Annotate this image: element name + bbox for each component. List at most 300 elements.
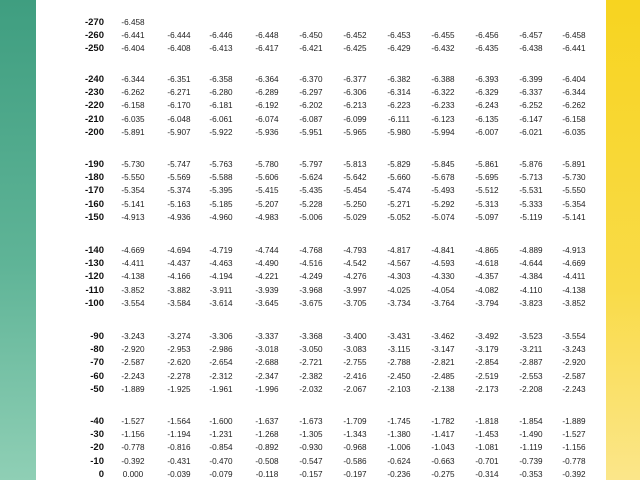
table-cell: -6.429 xyxy=(387,44,411,54)
table-cell: -4.793 xyxy=(343,246,367,255)
table-cell: -0.392 xyxy=(121,456,145,466)
table-cell: -5.891 xyxy=(121,127,145,137)
table-cell: -0.470 xyxy=(209,456,233,466)
table-cell: -2.312 xyxy=(209,371,233,381)
table-cell: -2.688 xyxy=(255,358,279,368)
table-cell: -6.432 xyxy=(431,44,455,54)
table-cell: -5.354 xyxy=(121,186,145,196)
table-cell: -3.997 xyxy=(343,285,367,295)
table-cell: -1.343 xyxy=(343,430,367,440)
table-cell: -5.730 xyxy=(562,173,586,183)
table-cell: -3.614 xyxy=(209,298,233,308)
table-cell: -6.364 xyxy=(255,75,279,84)
table-cell: -4.669 xyxy=(562,259,586,269)
table-row xyxy=(36,258,606,270)
table-cell: -3.306 xyxy=(209,332,233,341)
right-yellow-band xyxy=(606,0,640,480)
table-cell: -3.462 xyxy=(431,332,455,341)
table-cell: -4.618 xyxy=(475,259,499,269)
table-cell: -4.694 xyxy=(167,246,191,255)
table-cell: -1.527 xyxy=(121,417,145,426)
table-cell: -4.913 xyxy=(121,212,145,222)
row-temperature-label: -160 xyxy=(84,198,104,210)
table-cell: -2.587 xyxy=(121,358,145,368)
table-cell: -4.384 xyxy=(519,272,543,282)
table-cell: -5.569 xyxy=(167,173,191,183)
table-cell: -6.457 xyxy=(519,31,543,41)
table-row xyxy=(36,100,606,112)
table-cell: -4.411 xyxy=(562,272,586,282)
table-row xyxy=(36,185,606,197)
row-temperature-label: -130 xyxy=(84,258,104,270)
row-temperature-label: -140 xyxy=(84,245,104,256)
table-cell: -6.147 xyxy=(519,114,543,124)
table-cell: -4.138 xyxy=(562,285,586,295)
table-cell: -6.061 xyxy=(209,114,233,124)
table-cell: -5.493 xyxy=(431,186,455,196)
row-temperature-label: -170 xyxy=(84,185,104,197)
table-row xyxy=(36,469,606,480)
table-cell: -0.275 xyxy=(431,469,455,479)
table-cell: -2.953 xyxy=(167,345,191,355)
table-cell: -4.644 xyxy=(519,259,543,269)
table-cell: -5.435 xyxy=(299,186,323,196)
table-cell: -0.586 xyxy=(343,456,367,466)
table-cell: -5.980 xyxy=(387,127,411,137)
table-cell: -6.455 xyxy=(431,31,455,41)
table-cell: -2.620 xyxy=(167,358,191,368)
table-cell: -5.550 xyxy=(121,173,145,183)
table-cell: -6.458 xyxy=(562,31,586,41)
row-temperature-label: -180 xyxy=(84,172,104,184)
table-cell: -6.243 xyxy=(475,101,499,111)
table-cell: -6.388 xyxy=(431,75,455,84)
table-row xyxy=(36,331,606,343)
table-cell: -3.554 xyxy=(121,298,145,308)
table-cell: -3.734 xyxy=(387,298,411,308)
row-temperature-label: -230 xyxy=(84,87,104,99)
table-cell: -2.347 xyxy=(255,371,279,381)
table-cell: -3.018 xyxy=(255,345,279,355)
table-cell: -4.330 xyxy=(431,272,455,282)
row-temperature-label: -270 xyxy=(84,17,104,28)
row-temperature-label: -30 xyxy=(90,429,104,441)
table-cell: -6.322 xyxy=(431,88,455,98)
table-cell: -4.936 xyxy=(167,212,191,222)
table-cell: -0.701 xyxy=(475,456,499,466)
table-cell: -4.983 xyxy=(255,212,279,222)
table-cell: -6.456 xyxy=(475,31,499,41)
row-temperature-label: -120 xyxy=(84,271,104,283)
row-temperature-label: -240 xyxy=(84,74,104,85)
table-cell: -4.768 xyxy=(299,246,323,255)
table-cell: -1.417 xyxy=(431,430,455,440)
table-cell: -5.228 xyxy=(299,199,323,209)
table-cell: -5.606 xyxy=(255,173,279,183)
table-row xyxy=(36,298,606,310)
table-cell: -0.314 xyxy=(475,469,499,479)
table-cell: -5.141 xyxy=(562,212,586,222)
table-cell: -5.891 xyxy=(562,160,586,169)
table-cell: -4.913 xyxy=(562,246,586,255)
table-cell: -0.197 xyxy=(343,469,367,479)
table-cell: -1.081 xyxy=(475,443,499,453)
table-cell: -1.527 xyxy=(562,430,586,440)
table-cell: -1.453 xyxy=(475,430,499,440)
table-cell: -6.262 xyxy=(562,101,586,111)
table-row xyxy=(36,344,606,356)
table-cell: -1.119 xyxy=(519,443,543,453)
table-cell: -6.452 xyxy=(343,31,367,41)
table-cell: -1.490 xyxy=(519,430,543,440)
table-cell: -0.930 xyxy=(299,443,323,453)
table-cell: -6.111 xyxy=(388,114,410,124)
row-temperature-label: -20 xyxy=(90,442,104,454)
table-cell: -2.920 xyxy=(121,345,145,355)
table-row xyxy=(36,384,606,396)
table-cell: -6.417 xyxy=(255,44,279,54)
table-cell: -6.382 xyxy=(387,75,411,84)
table-cell: -3.911 xyxy=(209,285,233,295)
row-temperature-label: -60 xyxy=(90,370,104,382)
table-row xyxy=(36,43,606,55)
table-cell: -5.797 xyxy=(299,160,323,169)
table-cell: -2.243 xyxy=(562,384,586,394)
table-cell: -6.344 xyxy=(121,75,145,84)
table-cell: -0.624 xyxy=(387,456,411,466)
table-cell: -5.415 xyxy=(255,186,279,196)
row-temperature-label: -100 xyxy=(84,297,104,309)
table-cell: -5.141 xyxy=(121,199,145,209)
table-cell: -3.368 xyxy=(299,332,323,341)
table-cell: -1.745 xyxy=(387,417,411,426)
table-cell: -6.297 xyxy=(299,88,323,98)
table-cell: -6.021 xyxy=(519,127,543,137)
table-cell: -4.303 xyxy=(387,272,411,282)
table-cell: -3.115 xyxy=(387,345,411,355)
table-cell: -6.458 xyxy=(121,18,145,27)
table-cell: -5.642 xyxy=(343,173,367,183)
table-cell: -5.763 xyxy=(209,160,233,169)
table-cell: -2.887 xyxy=(519,358,543,368)
table-cell: -6.035 xyxy=(562,127,586,137)
table-cell: -4.744 xyxy=(255,246,279,255)
table-row xyxy=(36,127,606,139)
table-cell: -5.829 xyxy=(387,160,411,169)
table-cell: -3.554 xyxy=(562,332,586,341)
table-cell: -4.669 xyxy=(121,246,145,255)
table-cell: -5.588 xyxy=(209,173,233,183)
table-cell: -0.236 xyxy=(387,469,411,479)
table-cell: -5.119 xyxy=(519,212,543,222)
table-cell: -3.675 xyxy=(299,298,323,308)
table-cell: -6.351 xyxy=(167,75,191,84)
table-cell: -3.431 xyxy=(387,332,411,341)
table-cell: -4.516 xyxy=(299,259,323,269)
table-cell: -3.852 xyxy=(562,298,586,308)
table-cell: -2.553 xyxy=(519,371,543,381)
thermocouple-table-sheet xyxy=(36,0,606,480)
table-cell: -4.025 xyxy=(387,285,411,295)
table-cell: -1.854 xyxy=(519,417,543,426)
table-cell: -6.306 xyxy=(343,88,367,98)
table-cell: -5.006 xyxy=(299,212,323,222)
table-cell: -3.882 xyxy=(167,285,191,295)
table-row xyxy=(36,87,606,99)
table-cell: -0.968 xyxy=(343,443,367,453)
table-cell: -4.276 xyxy=(343,272,367,282)
table-cell: -5.454 xyxy=(343,186,367,196)
table-cell: -5.861 xyxy=(475,160,499,169)
row-temperature-label: -90 xyxy=(90,331,104,342)
table-cell: -6.192 xyxy=(255,101,279,111)
table-cell: -3.400 xyxy=(343,332,367,341)
table-cell: -6.087 xyxy=(299,114,323,124)
table-cell: -0.392 xyxy=(562,469,586,479)
table-cell: -2.920 xyxy=(562,358,586,368)
table-cell: -5.354 xyxy=(562,199,586,209)
table-cell: -0.816 xyxy=(167,443,191,453)
table-cell: -6.337 xyxy=(519,88,543,98)
table-row xyxy=(36,456,606,468)
table-cell: -3.523 xyxy=(519,332,543,341)
table-cell: -0.663 xyxy=(431,456,455,466)
table-cell: -0.157 xyxy=(299,469,323,479)
table-row xyxy=(36,172,606,184)
table-cell: -4.960 xyxy=(209,212,233,222)
table-cell: -6.438 xyxy=(519,44,543,54)
table-cell: -5.185 xyxy=(209,199,233,209)
row-temperature-label: -80 xyxy=(90,344,104,356)
table-cell: -4.542 xyxy=(343,259,367,269)
table-cell: -6.425 xyxy=(343,44,367,54)
table-cell: -2.032 xyxy=(299,384,323,394)
table-cell: -6.289 xyxy=(255,88,279,98)
table-cell: -5.029 xyxy=(343,212,367,222)
table-cell: -3.584 xyxy=(167,298,191,308)
table-cell: -5.713 xyxy=(519,173,543,183)
table-cell: -6.202 xyxy=(299,101,323,111)
table-row xyxy=(36,159,606,171)
row-temperature-label: -40 xyxy=(90,416,104,427)
table-row xyxy=(36,357,606,369)
table-cell: -6.441 xyxy=(121,31,145,41)
table-cell: -0.118 xyxy=(255,469,279,479)
row-temperature-label: -10 xyxy=(90,455,104,467)
table-cell: -3.083 xyxy=(343,345,367,355)
table-cell: -6.441 xyxy=(562,44,586,54)
table-cell: -4.357 xyxy=(475,272,499,282)
table-cell: -2.138 xyxy=(431,384,455,394)
table-cell: -1.268 xyxy=(255,430,279,440)
table-cell: -6.074 xyxy=(255,114,279,124)
table-cell: -6.370 xyxy=(299,75,323,84)
table-cell: -5.922 xyxy=(209,127,233,137)
table-cell: -3.852 xyxy=(121,285,145,295)
table-cell: -3.050 xyxy=(299,345,323,355)
table-cell: -5.695 xyxy=(475,173,499,183)
table-row xyxy=(36,30,606,42)
table-cell: -4.411 xyxy=(121,259,145,269)
table-cell: -2.103 xyxy=(387,384,411,394)
table-cell: -2.587 xyxy=(562,371,586,381)
table-cell: -5.474 xyxy=(387,186,411,196)
table-cell: -0.079 xyxy=(209,469,233,479)
table-cell: -0.039 xyxy=(167,469,191,479)
table-cell: -5.163 xyxy=(167,199,191,209)
table-row xyxy=(36,114,606,126)
row-temperature-label: -260 xyxy=(84,30,104,42)
table-cell: -2.450 xyxy=(387,371,411,381)
table-cell: -6.035 xyxy=(121,114,145,124)
table-cell: -1.818 xyxy=(475,417,499,426)
table-cell: -1.305 xyxy=(299,430,323,440)
table-cell: -4.719 xyxy=(209,246,233,255)
table-cell: -6.344 xyxy=(562,88,586,98)
table-cell: -6.158 xyxy=(562,114,586,124)
table-cell: -2.067 xyxy=(343,384,367,394)
table-cell: -4.054 xyxy=(431,285,455,295)
table-row xyxy=(36,245,606,257)
table-cell: -6.446 xyxy=(209,31,233,41)
row-temperature-label: -210 xyxy=(84,113,104,125)
table-cell: -5.994 xyxy=(431,127,455,137)
table-cell: -6.435 xyxy=(475,44,499,54)
table-cell: -3.274 xyxy=(167,332,191,341)
table-cell: -6.280 xyxy=(209,88,233,98)
table-cell: -0.353 xyxy=(519,469,543,479)
table-cell: -0.431 xyxy=(167,456,191,466)
table-cell: -6.135 xyxy=(475,114,499,124)
row-temperature-label: -220 xyxy=(84,100,104,112)
table-cell: -5.052 xyxy=(387,212,411,222)
table-cell: -3.794 xyxy=(475,298,499,308)
table-cell: -5.271 xyxy=(387,199,411,209)
table-cell: -3.243 xyxy=(121,332,145,341)
table-cell: -3.492 xyxy=(475,332,499,341)
table-cell: -1.673 xyxy=(299,417,323,426)
table-cell: -5.512 xyxy=(475,186,499,196)
table-cell: -5.747 xyxy=(167,160,191,169)
table-cell: -6.314 xyxy=(387,88,411,98)
table-cell: -1.709 xyxy=(343,417,367,426)
table-cell: -2.485 xyxy=(431,371,455,381)
table-cell: -5.660 xyxy=(387,173,411,183)
table-cell: -4.194 xyxy=(209,272,233,282)
table-cell: -4.110 xyxy=(519,285,543,295)
table-row xyxy=(36,199,606,211)
table-row xyxy=(36,74,606,86)
table-cell: -6.007 xyxy=(475,127,499,137)
table-cell: -3.939 xyxy=(255,285,279,295)
table-cell: -5.374 xyxy=(167,186,191,196)
table-cell: -1.564 xyxy=(167,417,191,426)
table-cell: -0.547 xyxy=(299,456,323,466)
table-cell: -1.889 xyxy=(562,417,586,426)
table-cell: -6.393 xyxy=(475,75,499,84)
table-cell: -4.166 xyxy=(167,272,191,282)
table-cell: -5.333 xyxy=(519,199,543,209)
table-cell: -6.181 xyxy=(209,101,233,111)
table-cell: -6.453 xyxy=(387,31,411,41)
table-cell: -5.845 xyxy=(431,160,455,169)
table-cell: -1.996 xyxy=(255,384,279,394)
table-cell: -2.416 xyxy=(343,371,367,381)
row-temperature-label: -150 xyxy=(84,211,104,223)
table-cell: -2.243 xyxy=(121,371,145,381)
table-cell: -4.490 xyxy=(255,259,279,269)
table-cell: -5.730 xyxy=(121,160,145,169)
table-cell: -4.249 xyxy=(299,272,323,282)
table-cell: -6.329 xyxy=(475,88,499,98)
table-cell: -2.821 xyxy=(431,358,455,368)
table-cell: -3.147 xyxy=(431,345,455,355)
table-cell: -6.448 xyxy=(255,31,279,41)
table-cell: -5.951 xyxy=(299,127,323,137)
table-cell: -5.097 xyxy=(475,212,499,222)
table-cell: -1.231 xyxy=(209,430,233,440)
table-row xyxy=(36,442,606,454)
table-cell: -6.158 xyxy=(121,101,145,111)
table-cell: -3.211 xyxy=(519,345,543,355)
table-row xyxy=(36,212,606,224)
table-cell: -5.313 xyxy=(475,199,499,209)
table-cell: -6.404 xyxy=(562,75,586,84)
table-cell: -0.739 xyxy=(519,456,543,466)
table-cell: -0.892 xyxy=(255,443,279,453)
table-cell: -1.961 xyxy=(209,384,233,394)
table-cell: -1.194 xyxy=(167,430,191,440)
table-cell: -5.876 xyxy=(519,160,543,169)
table-cell: -1.380 xyxy=(387,430,411,440)
table-cell: -6.377 xyxy=(343,75,367,84)
table-row xyxy=(36,17,606,29)
table-cell: -1.889 xyxy=(121,384,145,394)
table-cell: -2.788 xyxy=(387,358,411,368)
table-cell: -2.278 xyxy=(167,371,191,381)
table-cell: -5.292 xyxy=(431,199,455,209)
table-cell: -6.358 xyxy=(209,75,233,84)
left-green-band xyxy=(0,0,36,480)
row-temperature-label: -110 xyxy=(85,284,104,296)
table-cell: -5.207 xyxy=(255,199,279,209)
table-cell: -1.600 xyxy=(209,417,233,426)
table-cell: -4.841 xyxy=(431,246,455,255)
table-row xyxy=(36,371,606,383)
table-cell: -5.965 xyxy=(343,127,367,137)
table-row xyxy=(36,271,606,283)
row-temperature-label: -70 xyxy=(90,357,104,369)
table-cell: -4.221 xyxy=(255,272,279,282)
table-cell: -5.074 xyxy=(431,212,455,222)
table-cell: -4.138 xyxy=(121,272,145,282)
table-cell: -3.705 xyxy=(343,298,367,308)
table-cell: -4.889 xyxy=(519,246,543,255)
table-cell: -6.450 xyxy=(299,31,323,41)
table-cell: -4.463 xyxy=(209,259,233,269)
table-cell: -2.173 xyxy=(475,384,499,394)
table-cell: -4.817 xyxy=(387,246,411,255)
table-cell: -3.179 xyxy=(475,345,499,355)
table-cell: -6.223 xyxy=(387,101,411,111)
table-cell: -4.865 xyxy=(475,246,499,255)
table-cell: -2.654 xyxy=(209,358,233,368)
table-cell: -0.778 xyxy=(562,456,586,466)
table-cell: -3.337 xyxy=(255,332,279,341)
table-cell: -6.444 xyxy=(167,31,191,41)
table-cell: -0.778 xyxy=(121,443,145,453)
table-cell: -5.395 xyxy=(209,186,233,196)
